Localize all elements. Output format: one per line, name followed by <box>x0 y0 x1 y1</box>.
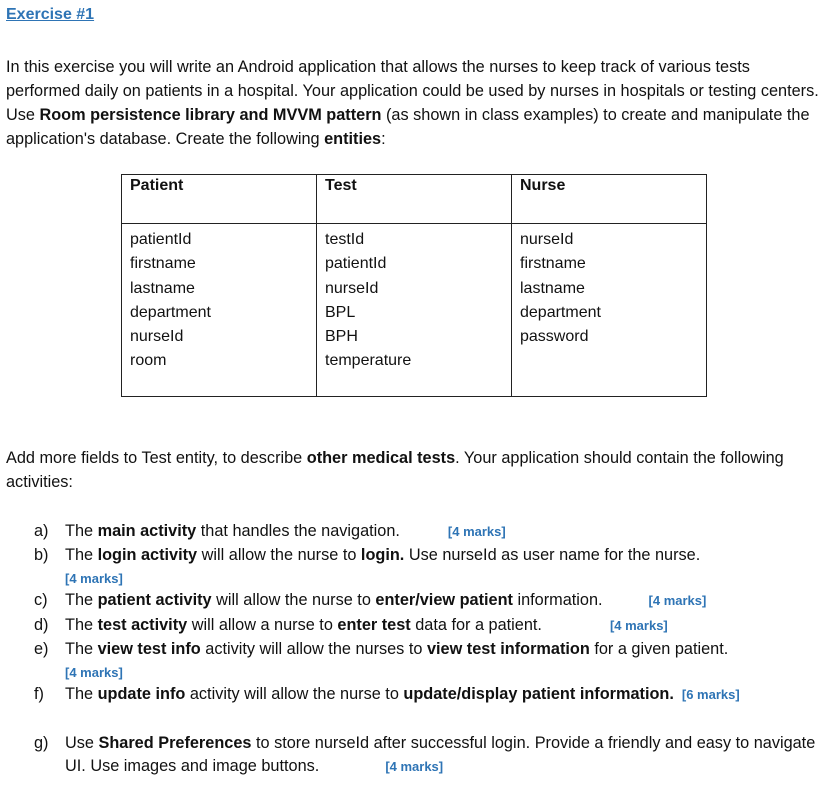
entities-header-row <box>122 175 707 224</box>
marks-badge: [6 marks] <box>681 687 740 702</box>
exercise-heading: Exercise #1 <box>6 6 95 23</box>
task-text: The view test info activity will allow the nurses to view test information for a given patient. [4 marks] <box>65 640 729 680</box>
marks-badge: [4 marks] <box>609 618 668 633</box>
test-field: patientId <box>325 255 387 273</box>
task-f <box>34 683 824 706</box>
task-d <box>34 614 824 637</box>
patient-field: nurseId <box>130 328 184 346</box>
header-patient: Patient <box>122 175 317 224</box>
header-nurse: Nurse <box>512 175 707 224</box>
test-field: temperature <box>325 352 412 370</box>
task-letter: d) <box>34 616 49 634</box>
test-field: testId <box>325 231 365 248</box>
nurse-field: department <box>520 303 601 321</box>
task-text: The patient activity will allow the nurse to enter/view patient information. [4 marks] <box>65 591 707 609</box>
task-text: The main activity that handles the navigation. [4 marks] <box>65 522 506 540</box>
patient-field: room <box>130 352 167 370</box>
marks-badge: [4 marks] <box>447 524 506 539</box>
marks-badge: [4 marks] <box>65 571 123 586</box>
task-letter: e) <box>34 640 49 658</box>
header-test: Test <box>317 175 512 224</box>
task-text: The login activity will allow the nurse to login. Use nurseId as user name for the nurse. [4 marks] <box>65 546 701 586</box>
task-a <box>34 520 824 543</box>
test-field: BPL <box>325 303 356 321</box>
test-field: BPH <box>325 328 358 346</box>
test-field: nurseId <box>325 279 379 297</box>
task-text: The update info activity will allow the nurse to update/display patient information. [6 marks] <box>65 685 740 703</box>
patient-field: firstname <box>130 255 196 273</box>
patient-field: lastname <box>130 279 195 297</box>
task-letter: c) <box>34 591 48 609</box>
task-g <box>34 732 824 778</box>
marks-badge: [4 marks] <box>385 759 444 774</box>
test-fields-cell <box>317 224 512 397</box>
task-letter: f) <box>34 685 44 703</box>
patient-field: patientId <box>130 231 192 248</box>
patient-fields-cell <box>122 224 317 397</box>
marks-badge: [4 marks] <box>648 593 707 608</box>
task-letter: a) <box>34 522 49 540</box>
nurse-field: lastname <box>520 279 585 297</box>
nurse-fields-cell <box>512 224 707 397</box>
activities-paragraph: Add more fields to Test entity, to describe other medical tests. Your application should contain the following activities: <box>6 449 784 491</box>
entities-fields-row <box>122 224 707 397</box>
task-c <box>34 589 824 612</box>
entities-table <box>121 174 707 397</box>
task-letter: g) <box>34 734 49 752</box>
nurse-field: nurseId <box>520 231 574 248</box>
task-text: Use Shared Preferences to store nurseId after successful login. Provide a friendly and easy to navigate UI. Use images and image buttons. [4 marks] <box>65 734 816 775</box>
task-text: The test activity will allow a nurse to enter test data for a patient. [4 marks] <box>65 616 668 634</box>
nurse-field: firstname <box>520 255 586 273</box>
task-letter: b) <box>34 546 49 564</box>
task-e <box>34 638 824 684</box>
nurse-field: password <box>520 328 589 346</box>
patient-field: department <box>130 303 211 321</box>
intro-paragraph: In this exercise you will write an Android application that allows the nurses to keep track of various tests performed daily on patients in a hospital. Your application could be used by nurses in hospitals or testing centers. Use Room persistence library and MVVM pattern (as shown in class examples) to create and manipulate the application's database. Create the following entities: <box>6 58 819 148</box>
marks-badge: [4 marks] <box>65 665 123 680</box>
task-b <box>34 544 824 590</box>
